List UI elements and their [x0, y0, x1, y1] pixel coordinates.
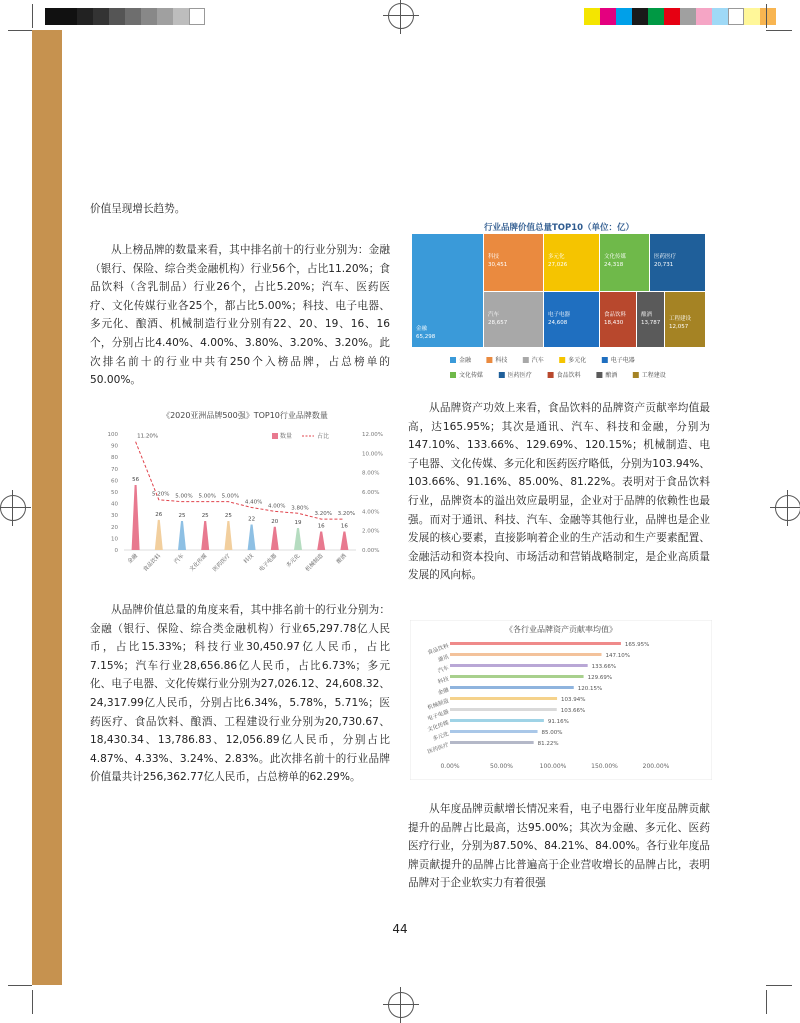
- y-category-label: 文化传媒: [426, 720, 450, 734]
- y-tick-label: 0: [114, 548, 118, 554]
- treemap-label: 医药医疗: [654, 254, 677, 260]
- share-line: [136, 442, 345, 519]
- registration-swatch: [93, 8, 109, 25]
- hbar-value-label: 165.95%: [624, 642, 650, 648]
- registration-swatch: [664, 8, 680, 25]
- legend-swatch: [499, 372, 505, 378]
- paragraph-4: 从年度品牌贡献增长情况来看，电子电器行业年度品牌贡献提升的品牌占比最高，达95.00%；其次为金融、多元化、医药医疗行业，分别为87.50%、84.21%、84.00%。各行业年度品牌贡献提升的品牌占比普遍高于企业营收增长的品牌占比，表明品牌对于企业软实力有着很强: [408, 803, 710, 890]
- hbar-value-label: 103.66%: [560, 708, 586, 714]
- legend-label: 医药医疗: [507, 372, 532, 379]
- x-tick-label: 电子电器: [258, 553, 279, 573]
- treemap-label: 食品饮料: [604, 312, 627, 318]
- y-category-label: 通讯: [437, 654, 450, 664]
- treemap-value: 12,057: [669, 324, 689, 330]
- share-label: 5.00%: [221, 493, 240, 500]
- x-tick-label: 科技: [242, 553, 256, 566]
- treemap-value: 30,451: [488, 262, 508, 268]
- treemap-value: 28,657: [488, 320, 508, 326]
- y-tick-label: 60: [111, 478, 118, 485]
- registration-target-bottom: [388, 992, 414, 1018]
- hbar-value-label: 91.16%: [547, 719, 569, 725]
- bar-9: [340, 531, 348, 550]
- x-tick-label: 多元化: [285, 553, 302, 570]
- treemap-label: 电子电器: [548, 312, 571, 318]
- y-tick-label: 40: [111, 501, 118, 508]
- registration-color-bar: [584, 8, 776, 25]
- share-label: 4.40%: [244, 499, 263, 506]
- hbar-9: [450, 741, 534, 744]
- y2-tick-label: 6.00%: [362, 490, 380, 496]
- hbar-value-label: 129.69%: [587, 675, 613, 681]
- legend-swatch: [633, 372, 639, 378]
- treemap-value: 24,318: [604, 262, 624, 268]
- y-category-label: 多元化: [432, 731, 450, 743]
- treemap-label: 工程建设: [669, 316, 692, 322]
- legend-label-share: 占比: [317, 433, 330, 440]
- hbar-7: [450, 719, 544, 722]
- x-tick-label: 医药医疗: [212, 553, 232, 573]
- y-tick-label: 50: [111, 490, 118, 496]
- x-tick-label: 200.00%: [642, 763, 670, 770]
- registration-swatch: [173, 8, 189, 25]
- hbar-6: [450, 708, 557, 711]
- y2-tick-label: 10.00%: [362, 451, 383, 458]
- registration-swatch: [109, 8, 125, 25]
- registration-swatch: [712, 8, 728, 25]
- registration-target-left: [0, 495, 26, 521]
- registration-swatch: [728, 8, 744, 25]
- x-tick-label: 机械制造: [304, 553, 325, 573]
- hbar-value-label: 133.66%: [591, 664, 617, 670]
- share-label: 3.20%: [314, 511, 332, 518]
- brand-contribution-chart: [410, 620, 712, 780]
- y2-tick-label: 4.00%: [362, 509, 380, 516]
- treemap-title: 行业品牌价值总量TOP10（单位：亿）: [483, 223, 635, 233]
- horizontal-chart-title: 《各行业品牌资产贡献率均值》: [505, 625, 617, 634]
- registration-swatch: [189, 8, 205, 25]
- registration-swatch: [600, 8, 616, 25]
- y-tick-label: 70: [111, 466, 118, 473]
- treemap-label: 文化传媒: [604, 254, 627, 260]
- share-label: 5.20%: [152, 491, 170, 498]
- x-tick-label: 文化传媒: [188, 553, 209, 573]
- bar-3: [201, 521, 209, 550]
- treemap-label: 汽车: [488, 312, 500, 318]
- legend-label-count: 数量: [280, 433, 293, 440]
- crop-mark: [766, 985, 792, 986]
- crop-mark: [766, 4, 767, 28]
- treemap-value: 24,608: [548, 320, 568, 326]
- brand-value-treemap: [412, 234, 706, 384]
- registration-swatch: [680, 8, 696, 25]
- registration-swatch: [584, 8, 600, 25]
- crop-mark: [8, 30, 32, 31]
- treemap-value: 13,787: [641, 320, 661, 326]
- legend-swatch: [450, 372, 456, 378]
- bar-value-label: 25: [178, 513, 186, 519]
- y2-tick-label: 8.00%: [362, 470, 380, 477]
- registration-gray-bar: [45, 8, 205, 25]
- y-category-label: 医药医疗: [426, 742, 450, 756]
- crop-mark: [32, 990, 33, 1014]
- y-tick-label: 10: [111, 536, 118, 543]
- x-tick-label: 金融: [126, 553, 140, 566]
- y-category-label: 科技: [437, 676, 450, 686]
- bar-0: [132, 485, 140, 550]
- x-tick-label: 酿酒: [335, 553, 348, 566]
- hbar-0: [450, 642, 621, 645]
- hbar-value-label: 85.00%: [541, 730, 563, 736]
- hbar-1: [450, 653, 602, 656]
- bar-value-label: 26: [155, 511, 163, 518]
- share-label: 3.80%: [291, 505, 309, 512]
- treemap-value: 65,298: [416, 334, 436, 340]
- bar-6: [271, 527, 279, 550]
- share-label: 3.20%: [337, 511, 356, 518]
- bar-7: [294, 528, 302, 550]
- x-tick-label: 50.00%: [490, 763, 513, 770]
- x-tick-label: 食品饮料: [142, 553, 163, 573]
- hbar-value-label: 81.22%: [537, 741, 559, 747]
- legend-label: 科技: [495, 357, 508, 364]
- hbar-value-label: 120.15%: [577, 686, 603, 692]
- legend-swatch: [559, 357, 565, 363]
- paragraph-3: 从品牌资产功效上来看，食品饮料的品牌资产贡献率均值最高，达165.95%；其次是通讯、汽车、科技和金融，分别为147.10%、133.66%、129.69%、120.15%；机械制造、电子电器、文化传媒、多元化和医药医疗略低，分别为103.94%、103.66%、91.16%、85.00%、81.22%。表明对于食品饮料行业，品牌资本的溢出效应最明显，企业对于品牌的依赖性也最强。而对于通讯、科技、汽车、金融等其他行业，品牌也是企业发展的核心要素，直接影响着企业的生产活动和生产要素配置、金融活动和资本投向、市场活动和营销战略制定，是企业高质量发展的风向标。: [408, 402, 710, 582]
- registration-target-top: [388, 3, 414, 29]
- hbar-5: [450, 697, 557, 700]
- y-tick-label: 80: [111, 455, 118, 462]
- y-tick-label: 30: [111, 513, 118, 520]
- y2-tick-label: 2.00%: [362, 528, 380, 535]
- registration-swatch: [61, 8, 77, 25]
- bar-value-label: 56: [132, 477, 140, 484]
- registration-swatch: [125, 8, 141, 25]
- y-category-label: 机械制造: [426, 698, 450, 712]
- y-category-label: 食品饮料: [426, 643, 450, 657]
- y2-tick-label: 12.00%: [362, 432, 383, 438]
- registration-swatch: [760, 8, 776, 25]
- x-tick-label: 0.00%: [440, 763, 460, 770]
- bar-4: [224, 521, 232, 550]
- registration-swatch: [77, 8, 93, 25]
- share-label: 4.00%: [268, 503, 286, 510]
- legend-swatch: [450, 357, 456, 363]
- industry-count-chart: [94, 422, 394, 584]
- y-category-label: 电子电器: [426, 709, 450, 723]
- legend-label: 酿酒: [605, 372, 618, 379]
- crop-mark: [766, 30, 792, 31]
- side-color-strip: [32, 30, 62, 985]
- x-tick-label: 汽车: [173, 553, 186, 566]
- registration-swatch: [648, 8, 664, 25]
- crop-mark: [32, 4, 33, 28]
- share-label: 5.00%: [175, 493, 193, 500]
- paragraph-2: 从品牌价值总量的角度来看，其中排名前十的行业分别为：金融（银行、保险、综合类金融机构）行业65,297.78亿人民币，占比15.33%；科技行业30,450.97亿人民币，占比7.15%；汽车行业28,656.86亿人民币，占比6.73%；多元化、电子电器、文化传媒行业分别为27,026.12、24,608.32、24,317.99亿人民币，分别占比6.34%，5.78%，5.71%；医药医疗、食品饮料、酿酒、工程建设行业分别为20,730.67、18,430.34、13,786.83、12,056.89亿人民币，分别占比4.87%、4.33%、3.24%、2.83%。此次排名前十的行业品牌价值量共计256,362.77亿人民币，占总榜单的62.29%。: [90, 604, 390, 784]
- treemap-label: 多元化: [548, 254, 565, 260]
- treemap-label: 科技: [488, 254, 500, 260]
- bar-8: [317, 531, 325, 550]
- bar-value-label: 25: [224, 513, 232, 519]
- bar-5: [248, 524, 256, 550]
- bar-chart-title: 《2020亚洲品牌500强》TOP10行业品牌数量: [162, 411, 328, 420]
- treemap-label: 金融: [416, 326, 428, 332]
- y-tick-label: 20: [111, 524, 118, 531]
- treemap-value: 27,026: [548, 262, 568, 268]
- x-tick-label: 150.00%: [591, 763, 618, 770]
- bar-value-label: 16: [317, 523, 325, 530]
- hbar-value-label: 147.10%: [605, 653, 630, 659]
- legend-label: 多元化: [568, 357, 587, 364]
- treemap-value: 20,731: [654, 262, 674, 268]
- y-category-label: 汽车: [437, 665, 450, 675]
- bar-value-label: 16: [340, 523, 348, 530]
- treemap-label: 酿酒: [641, 312, 653, 318]
- share-label: 11.20%: [137, 433, 159, 440]
- hbar-8: [450, 730, 538, 733]
- legend-swatch: [486, 357, 492, 363]
- legend-label: 工程建设: [641, 372, 666, 379]
- legend-label: 文化传媒: [459, 372, 484, 379]
- crop-mark: [766, 990, 767, 1014]
- x-tick-label: 100.00%: [539, 763, 567, 770]
- legend-label: 电子电器: [610, 357, 635, 364]
- registration-swatch: [157, 8, 173, 25]
- hbar-2: [450, 664, 588, 667]
- page-number: 44: [392, 922, 408, 936]
- hbar-3: [450, 675, 584, 678]
- bar-value-label: 19: [294, 519, 302, 526]
- bar-2: [178, 521, 186, 550]
- legend-label: 食品饮料: [556, 372, 581, 379]
- registration-swatch: [744, 8, 760, 25]
- y-tick-label: 90: [111, 443, 118, 450]
- legend-label: 金融: [459, 357, 472, 364]
- y2-tick-label: 0.00%: [362, 548, 380, 554]
- legend-swatch-count: [272, 433, 278, 439]
- bar-value-label: 20: [271, 518, 279, 525]
- legend-swatch: [596, 372, 602, 378]
- treemap-value: 18,430: [604, 320, 624, 326]
- hbar-value-label: 103.94%: [561, 697, 586, 703]
- legend-swatch: [523, 357, 529, 363]
- crop-mark: [8, 985, 32, 986]
- y-tick-label: 100: [107, 432, 118, 438]
- bar-value-label: 22: [248, 516, 256, 523]
- registration-swatch: [45, 8, 61, 25]
- legend-swatch: [602, 357, 608, 363]
- y-category-label: 金融: [437, 687, 450, 697]
- registration-target-right: [775, 495, 800, 521]
- paragraph-0: 价值呈现增长趋势。: [90, 203, 186, 215]
- share-label: 5.00%: [198, 493, 216, 500]
- bar-1: [155, 520, 163, 550]
- registration-swatch: [616, 8, 632, 25]
- hbar-4: [450, 686, 574, 689]
- legend-swatch: [548, 372, 554, 378]
- registration-swatch: [632, 8, 648, 25]
- bar-value-label: 25: [201, 513, 209, 519]
- legend-label: 汽车: [531, 357, 544, 364]
- registration-swatch: [696, 8, 712, 25]
- paragraph-1: 从上榜品牌的数量来看，其中排名前十的行业分别为：金融（银行、保险、综合类金融机构）行业56个，占比11.20%；食品饮料（含乳制品）行业26个，占比5.20%；汽车、医药医疗、文化传媒行业各25个，都占比5.00%；科技、电子电器、多元化、酿酒、机械制造行业分别有22、20、19、16、16个，分别占比4.40%、4.00%、3.80%、3.20%、3.20%。此次排名前十的行业中共有250个入榜品牌，占总榜单的50.00%。: [90, 244, 390, 387]
- registration-swatch: [141, 8, 157, 25]
